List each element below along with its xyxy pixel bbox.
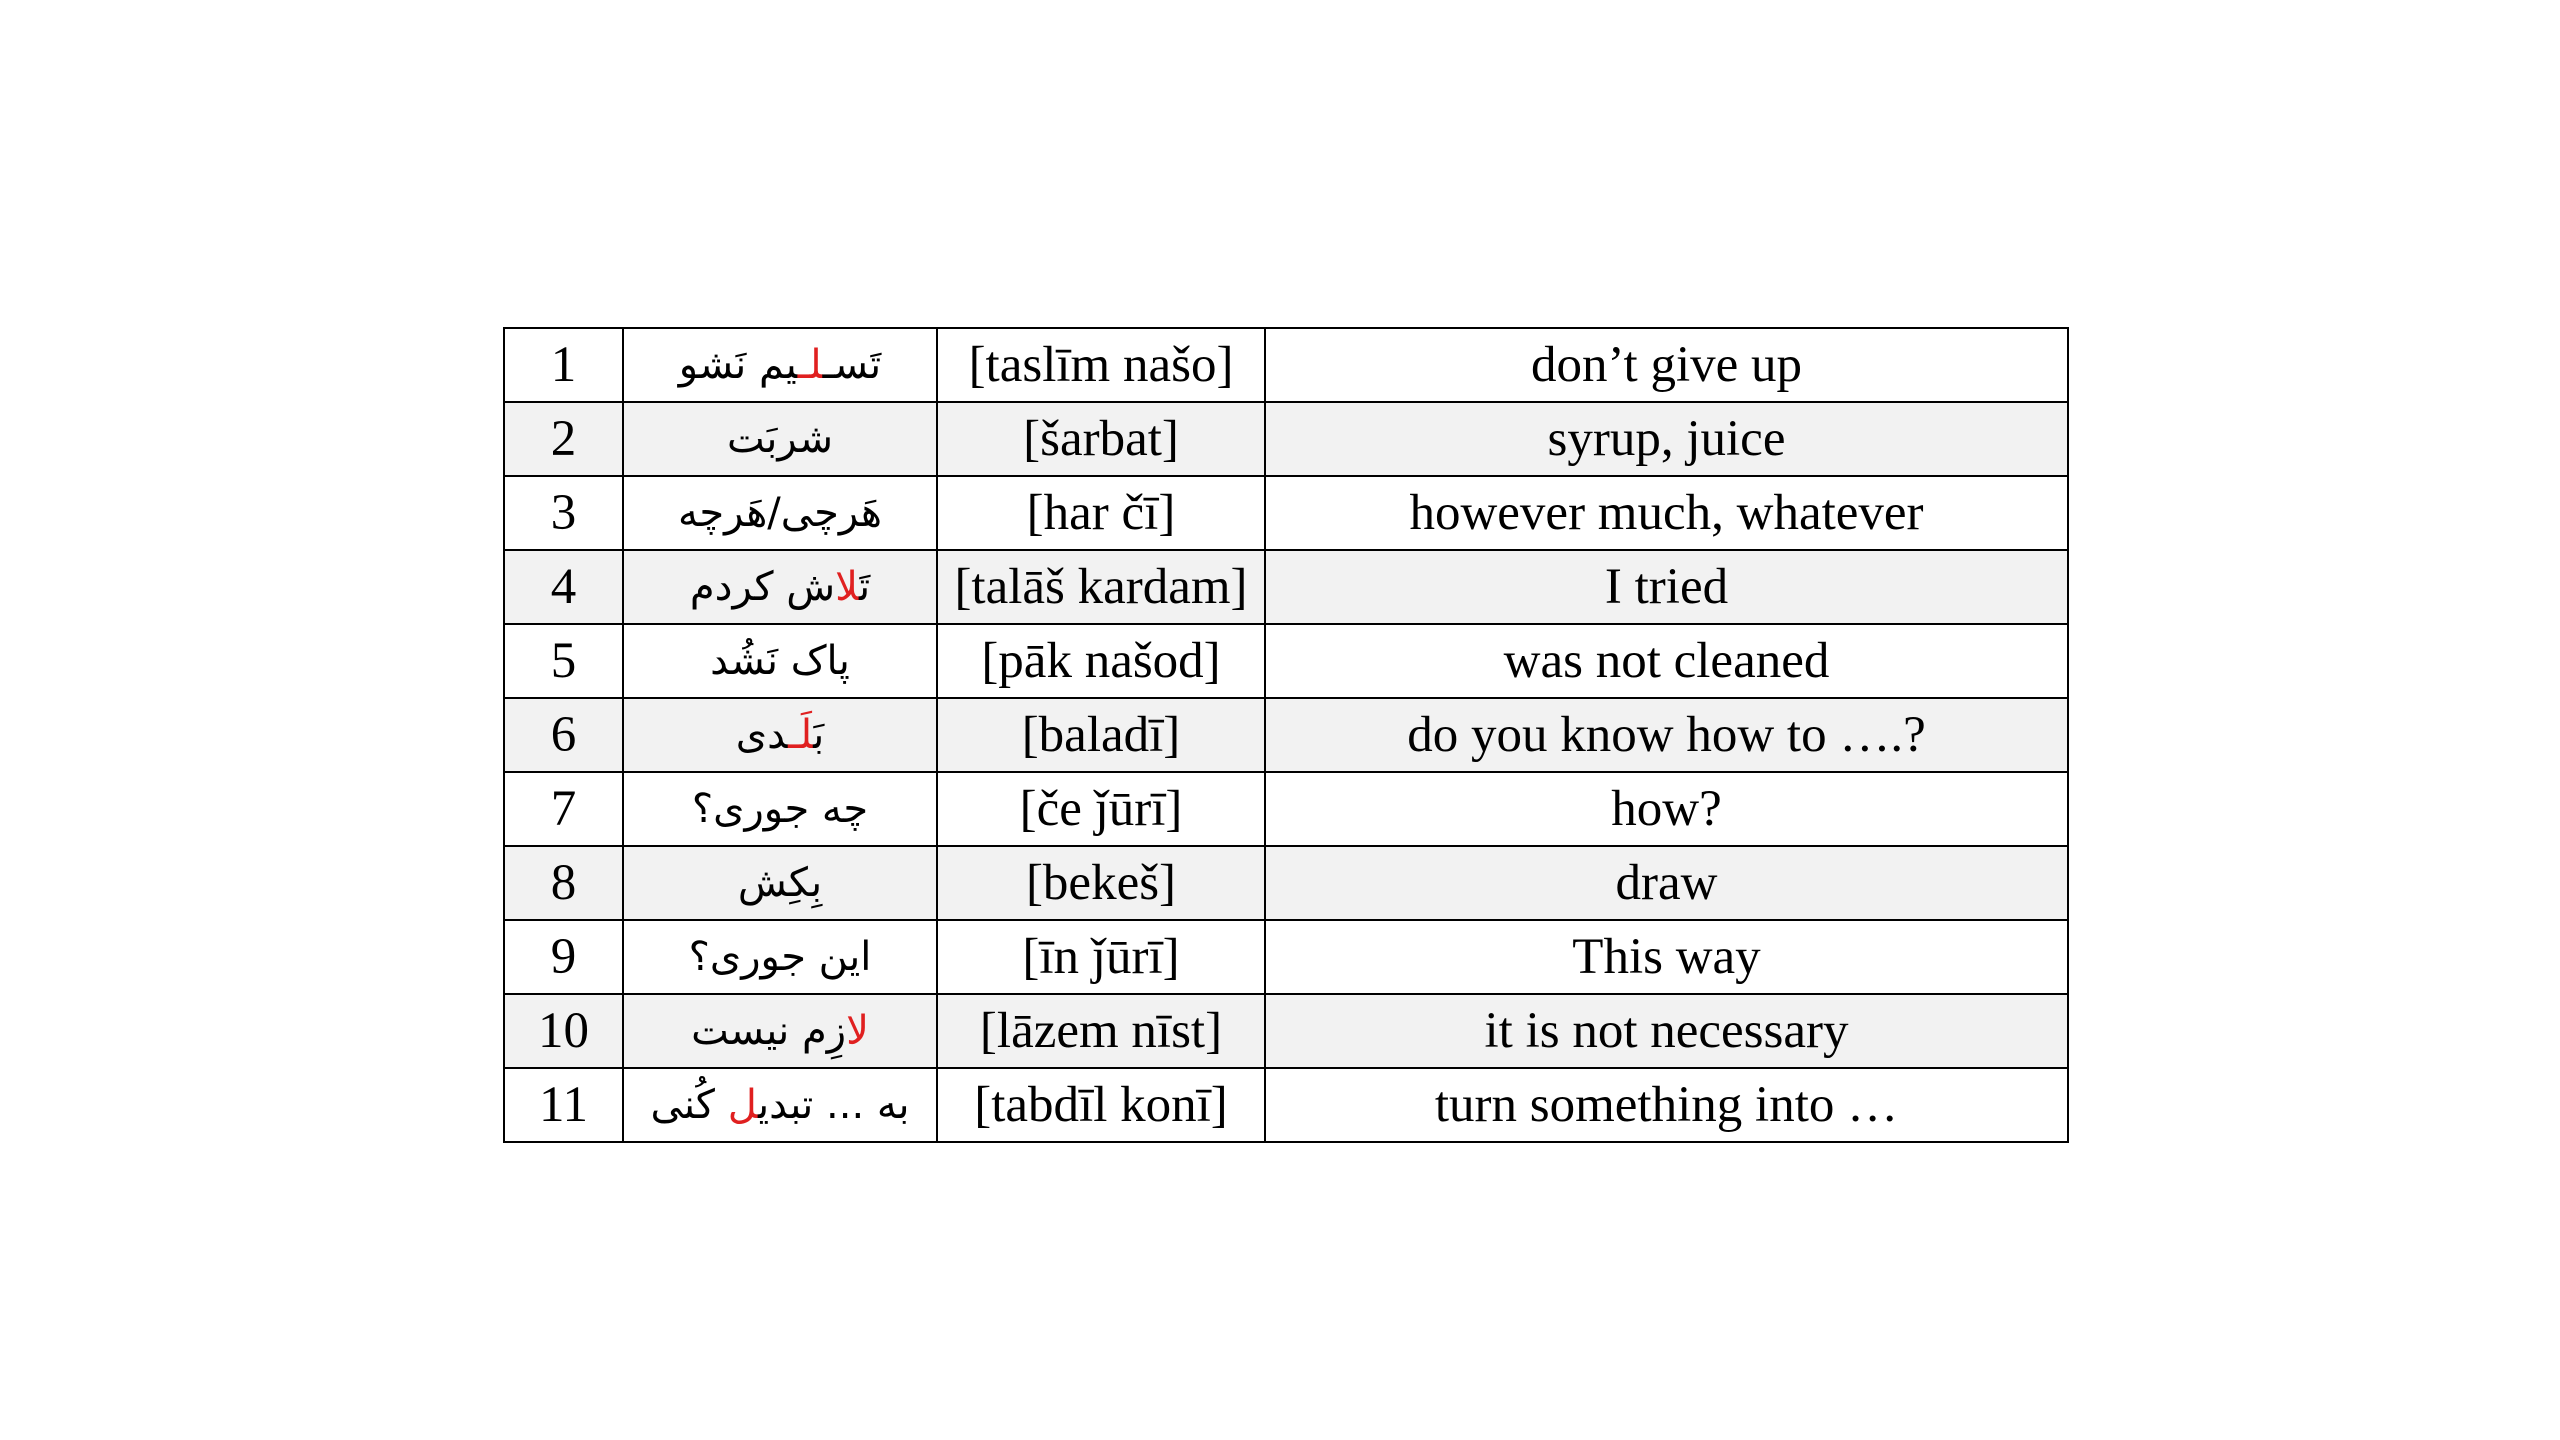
persian-word [623, 698, 937, 772]
persian-word [623, 1068, 937, 1142]
persian-part: دی [735, 712, 789, 758]
persian-word [623, 624, 937, 698]
row-number: 8 [504, 846, 623, 920]
english-meaning: however much, whatever [1265, 476, 2068, 550]
persian-part: بَ [813, 712, 825, 758]
persian-word [623, 328, 937, 402]
persian-part: این جوری؟ [688, 934, 872, 980]
row-number: 4 [504, 550, 623, 624]
table-row [504, 994, 2068, 1068]
persian-highlight: لا [835, 564, 859, 610]
table-row [504, 550, 2068, 624]
table-row [504, 772, 2068, 846]
persian-word [623, 994, 937, 1068]
transliteration: [taslīm našo] [937, 328, 1265, 402]
english-meaning: it is not necessary [1265, 994, 2068, 1068]
row-number: 6 [504, 698, 623, 772]
english-meaning: This way [1265, 920, 2068, 994]
persian-word [623, 920, 937, 994]
english-meaning: turn something into … [1265, 1068, 2068, 1142]
persian-word [623, 402, 937, 476]
persian-part: هَرچی/هَرچه [677, 490, 883, 536]
persian-part: یم نَشو [678, 342, 798, 388]
english-meaning: was not cleaned [1265, 624, 2068, 698]
transliteration: [talāš kardam] [937, 550, 1265, 624]
table-row [504, 476, 2068, 550]
english-meaning: how? [1265, 772, 2068, 846]
english-meaning: draw [1265, 846, 2068, 920]
transliteration: [baladī] [937, 698, 1265, 772]
persian-highlight: ل [727, 1082, 758, 1128]
table-row [504, 846, 2068, 920]
row-number: 5 [504, 624, 623, 698]
row-number: 11 [504, 1068, 623, 1142]
row-number: 10 [504, 994, 623, 1068]
persian-highlight: لـ [797, 342, 823, 388]
english-meaning: don’t give up [1265, 328, 2068, 402]
persian-word [623, 772, 937, 846]
row-number: 1 [504, 328, 623, 402]
table-row [504, 624, 2068, 698]
transliteration: [pāk našod] [937, 624, 1265, 698]
row-number: 9 [504, 920, 623, 994]
persian-part: به ... تبدی [757, 1082, 910, 1128]
transliteration: [har čī] [937, 476, 1265, 550]
row-number: 7 [504, 772, 623, 846]
vocabulary-table [503, 327, 2069, 1143]
table-row [504, 920, 2068, 994]
persian-part: ش کردم [689, 564, 836, 610]
persian-part: تَسـ [822, 342, 882, 388]
persian-part: تَ [858, 564, 871, 610]
english-meaning: I tried [1265, 550, 2068, 624]
table-row [504, 698, 2068, 772]
persian-part: شربَت [727, 416, 833, 462]
table-row [504, 1068, 2068, 1142]
persian-word [623, 476, 937, 550]
english-meaning: do you know how to ….? [1265, 698, 2068, 772]
transliteration: [šarbat] [937, 402, 1265, 476]
persian-part: کُنی [650, 1082, 728, 1128]
table-row [504, 328, 2068, 402]
transliteration: [lāzem nīst] [937, 994, 1265, 1068]
persian-word [623, 550, 937, 624]
persian-highlight: لَـ [788, 712, 814, 758]
persian-word [623, 846, 937, 920]
row-number: 2 [504, 402, 623, 476]
persian-highlight: لا [846, 1008, 869, 1054]
persian-part: پاک نَشُد [710, 638, 850, 684]
table-row [504, 402, 2068, 476]
transliteration: [tabdīl konī] [937, 1068, 1265, 1142]
transliteration: [če ǰūrī] [937, 772, 1265, 846]
row-number: 3 [504, 476, 623, 550]
persian-part: چه جوری؟ [691, 786, 869, 832]
transliteration: [bekeš] [937, 846, 1265, 920]
persian-part: بِکِش [737, 860, 823, 906]
transliteration: [īn ǰūrī] [937, 920, 1265, 994]
persian-part: زِم نیست [691, 1008, 847, 1054]
english-meaning: syrup, juice [1265, 402, 2068, 476]
